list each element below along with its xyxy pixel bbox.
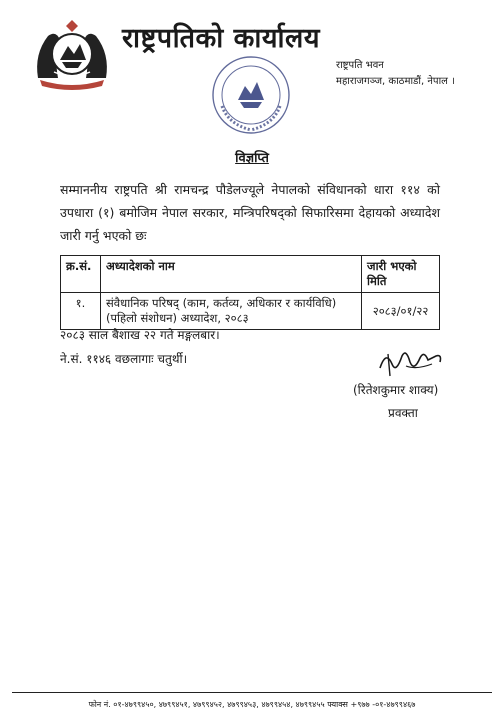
- table-row: [61, 293, 440, 330]
- signatory-name: (रितेशकुमार शाक्य): [353, 383, 439, 397]
- table-header-sn: क्र.सं.: [61, 256, 101, 293]
- address-line-1: राष्ट्रपति भवन: [336, 60, 384, 71]
- footer-divider: [12, 692, 492, 693]
- date-line: २०८३ साल बैशाख २२ गते मङ्गलबार।: [60, 328, 220, 342]
- notice-body: सम्माननीय राष्ट्रपति श्री रामचन्द्र पौडेलज्यूले नेपालको संविधानको धारा ११४ को उपधारा (१) बमोजिम नेपाल सरकार, मन्त्रिपरिषद्को सिफारिसमा देहायको अध्यादेश जारी गर्नु भएको छः: [60, 182, 440, 243]
- signatory-title: प्रवक्ता: [388, 406, 418, 420]
- national-emblem-icon: [32, 18, 112, 90]
- signature-icon: [376, 346, 446, 380]
- row-ordinance-name: [100, 293, 361, 330]
- nepal-sambat-line: ने.सं. ११४६ वछलागाः चतुर्थी।: [60, 352, 188, 366]
- table-header-date: जारी भएको मिति: [362, 256, 440, 293]
- address-block: [336, 58, 455, 90]
- office-seal-icon: [208, 52, 294, 138]
- footer-contact: फोन नं. ०१-४७९९४५०, ४७९९४५१, ४७९९४५२, ४७९९४५३, ४७९९४५४, ४७९९४५५ फ्याक्स +९७७ -०१-४७९९४६७: [88, 700, 416, 709]
- notice-heading-text: विज्ञप्ति: [235, 151, 269, 166]
- row-ordinance-name-line2: (पहिलो संशोधन) अध्यादेश, २०८३: [105, 311, 249, 325]
- address-line-2: महाराजगञ्ज, काठमाडौं, नेपाल ।: [336, 76, 455, 87]
- row-issue-date: २०८३/०१/२२: [362, 293, 440, 330]
- office-title: राष्ट्रपतिको कार्यालय: [122, 23, 320, 54]
- row-sn: १.: [61, 293, 101, 330]
- notice-heading: [0, 148, 504, 166]
- table-header-name: अध्यादेशको नाम: [100, 256, 361, 293]
- ordinance-table: [60, 255, 440, 330]
- table-header-row: [61, 256, 440, 293]
- row-ordinance-name-line1: संवैधानिक परिषद् (काम, कर्तव्य, अधिकार र कार्यविधि): [105, 296, 337, 310]
